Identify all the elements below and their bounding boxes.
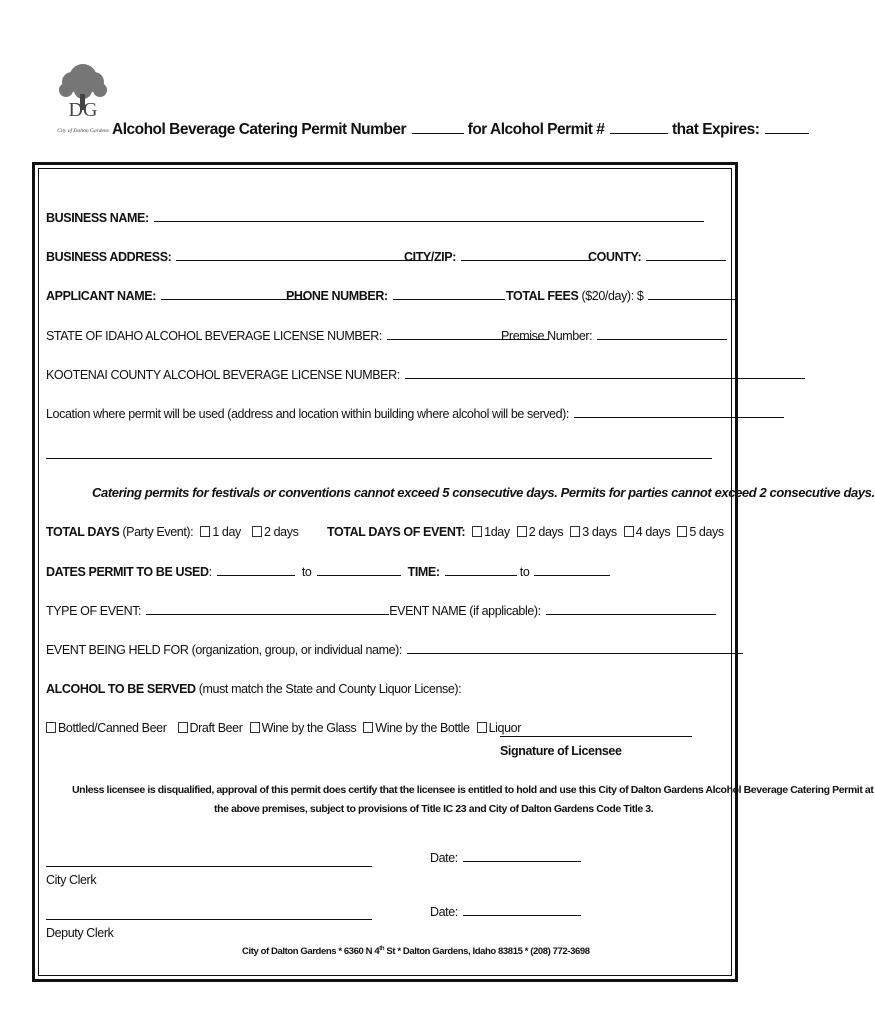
held-for-field[interactable] [407,642,743,654]
county-license-field[interactable] [405,367,805,379]
time-to-field[interactable] [534,564,610,576]
total-fees-row [506,288,738,303]
city-clerk-date-field[interactable] [463,850,581,862]
checkbox-event-2days[interactable] [517,526,527,537]
location-row [46,406,784,421]
alcohol-option-2: Draft Beer [189,721,243,735]
disclaimer-line1: Unless licensee is disqualified, approval of this permit does certify that the licensee is entitled to hold and use this City of Dalton Gardens Alcohol Beverage Catering Permit at [72,784,874,796]
alcohol-options [42,721,521,735]
licensee-signature-line[interactable] [500,736,692,737]
location-field[interactable] [574,406,784,418]
dates-to: to [301,565,312,579]
footer-part1: City of Dalton Gardens * 6360 N 4 [242,946,380,958]
premise-number-field[interactable] [597,328,727,340]
alcohol-permit-blank[interactable] [610,122,668,134]
city-zip-field[interactable] [461,249,591,261]
held-for-label: EVENT BEING HELD FOR (organization, group, or individual name): [46,643,402,657]
checkbox-draft-beer[interactable] [178,722,188,733]
business-name-field[interactable] [154,210,704,222]
title-end: that Expires: [671,121,760,138]
city-logo [52,60,114,140]
alcohol-option-1: Bottled/Canned Beer [58,721,167,735]
alcohol-label: ALCOHOL TO BE SERVED [46,682,196,696]
date-to-field[interactable] [317,564,401,576]
checkbox-event-5days[interactable] [677,526,687,537]
location-label: Location where permit will be used (address and location within building where alcohol will be served): [46,407,569,421]
date-label-2: Date: [430,905,458,919]
event-type-field[interactable] [146,603,389,615]
title-mid: for Alcohol Permit # [467,121,605,138]
checkbox-liquor[interactable] [477,722,487,733]
disclaimer-line2: the above premises, subject to provisions of Title IC 23 and City of Dalton Gardens Code Title 3. [214,803,654,815]
alcohol-option-3: Wine by the Glass [261,721,357,735]
phone-number-label: PHONE NUMBER: [286,289,388,303]
checkbox-bottled-beer[interactable] [46,722,56,733]
alcohol-row [46,682,461,696]
title-prefix: Alcohol Beverage Catering Permit Number [112,121,407,138]
city-zip-label: CITY/ZIP: [404,250,456,264]
event-days-label: TOTAL DAYS OF EVENT: [327,525,466,539]
logo-monogram: DG [68,99,98,121]
checkbox-party-1day[interactable] [200,526,210,537]
city-zip-row [404,249,591,264]
checkbox-party-2days[interactable] [252,526,262,537]
event-name-label: EVENT NAME (if applicable): [389,604,541,618]
business-address-label: BUSINESS ADDRESS: [46,250,172,264]
event-option-4: 4 days [635,525,671,539]
premise-number-row [501,328,727,343]
catering-notice: Catering permits for festivals or conventions cannot exceed 5 consecutive days. Permits for parties cannot exceed 2 consecutive days. [92,485,875,500]
total-days-label: TOTAL DAYS [46,525,120,539]
deputy-clerk-label: Deputy Clerk [46,926,114,940]
dates-label: DATES PERMIT TO BE USED [46,565,209,579]
party-option-1: 1 day [212,525,241,539]
state-license-label: STATE OF IDAHO ALCOHOL BEVERAGE LICENSE NUMBER: [46,329,382,343]
deputy-clerk-date-field[interactable] [463,904,581,916]
checkbox-wine-glass[interactable] [250,722,260,733]
city-clerk-date-row [430,850,581,865]
alcohol-option-4: Wine by the Bottle [375,721,470,735]
event-option-3: 3 days [582,525,617,539]
expires-blank[interactable] [765,122,809,134]
party-option-2: 2 days [263,525,299,539]
county-license-row [46,367,805,382]
business-name-label: BUSINESS NAME: [46,211,149,225]
county-row [588,249,726,264]
event-option-2: 2 days [528,525,564,539]
total-days-row [46,525,298,539]
event-name-field[interactable] [546,603,716,615]
footer-sup: th [379,946,385,952]
footer-address [242,946,590,957]
deputy-clerk-signature-line[interactable] [46,919,372,920]
county-field[interactable] [646,249,726,261]
checkbox-event-4days[interactable] [624,526,634,537]
event-days-row [327,525,724,539]
event-type-row [46,603,716,618]
checkbox-wine-bottle[interactable] [363,722,373,733]
dates-row: DATES PERMIT TO BE USED: to TIME: to [46,564,610,579]
applicant-name-label: APPLICANT NAME: [46,289,156,303]
footer-part2: St * Dalton Gardens, Idaho 83815 * (208) 772-3698 [384,946,590,958]
header-title [112,121,809,139]
time-label: TIME: [407,565,440,579]
event-type-label: TYPE OF EVENT: [46,604,142,618]
alcohol-note: (must match the State and County Liquor License): [198,682,462,696]
total-fees-note: ($20/day): $ [581,289,644,303]
city-clerk-label: City Clerk [46,873,97,887]
phone-number-row [286,288,505,303]
time-to: to [519,565,530,579]
date-label-1: Date: [430,851,458,865]
business-address-field[interactable] [176,249,431,261]
county-label: COUNTY: [588,250,642,264]
deputy-clerk-date-row [430,904,581,919]
total-days-note: (Party Event): [122,525,194,539]
permit-number-blank[interactable] [412,122,464,134]
total-fees-field[interactable] [648,288,738,300]
alcohol-option-5: Liquor [488,721,521,735]
premise-number-label: Premise Number: [501,329,593,343]
county-license-label: KOOTENAI COUNTY ALCOHOL BEVERAGE LICENSE NUMBER: [46,368,400,382]
applicant-name-row [46,288,309,303]
logo-text: City of Dalton Gardens [57,128,109,134]
event-option-5: 5 days [689,525,724,539]
business-address-row [46,249,431,264]
business-name-row [46,210,704,225]
licensee-signature-label: Signature of Licensee [500,744,622,758]
held-for-row [46,642,743,657]
checkbox-event-1day[interactable] [472,526,482,537]
phone-number-field[interactable] [393,288,505,300]
event-option-1: 1day [484,525,510,539]
location-field-line2[interactable] [46,458,712,459]
state-license-row [46,328,549,343]
time-from-field[interactable] [445,564,517,576]
total-fees-label: TOTAL FEES [506,289,579,303]
date-from-field[interactable] [217,564,295,576]
city-clerk-signature-line[interactable] [46,866,372,867]
checkbox-event-3days[interactable] [570,526,580,537]
